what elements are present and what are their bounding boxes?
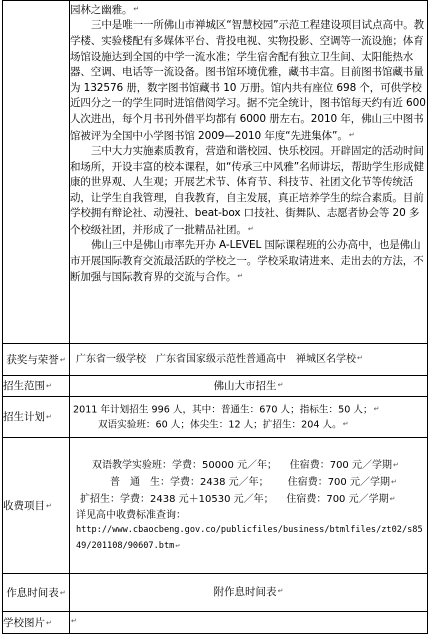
schedule-label: 作息时间表↵ [3, 574, 70, 612]
intro-paragraph: 三中大力实施素质教育，营造和谐校园、快乐校园。开辟固定的活动时间和场所，开设丰富的校本课程，如“传承三中风雅”名师讲坛，帮助学生形成健康的世界观、人生观；开展艺术节、体育节、科技节、社团文化节等传统活动，让学生自我管理，自我教育，自主发展，真正培养学生的综合素质。目前学校拥有辩论社、动漫社、beat-box 口技社、街舞队、志愿者协会等 20 多个校级社团，并形成了一批精品社团。↵ [70, 144, 424, 236]
intro-paragraph: 三中是唯一一所佛山市禅城区“智慧校园”示范工程建设项目试点高中。教学楼、实验楼配有多媒体平台、背投电视、实物投影、空调等一流设施；体育场馆设施达到全国的中学一流水准；学生宿舍配有独立卫生间、太阳能热水器、空调、电话等一流设备。图书馆环境优雅，藏书丰富。目前图书馆藏书量为 132576 册，数字图书馆藏书 10 万册。馆内共有座位 698 个，可供学校近四分之一的学生同时进馆借阅学习。据不完全统计，图书馆每天约有近 600 人次进出，每个月书刊外借平均都有 6000 册左右。2010 年，佛山三中图书馆被评为全国中小学图书馆 2009—2010 年度“先进集体”。↵ [70, 19, 426, 142]
range-row [3, 376, 428, 397]
fees-row [3, 438, 428, 574]
photos-value: ↵ [70, 612, 428, 634]
plan-row [3, 397, 428, 438]
schedule-row [3, 574, 428, 612]
intro-label-cell [3, 1, 70, 344]
fee-query-link[interactable]: http://www.cbaocbeng.gov.co/publicfiles/business/btmlfiles/zt02/s8549/201108/90607.btm↵ [76, 525, 423, 551]
plan-value [70, 397, 428, 438]
plan-line: 2011 年计划招生 996 人，其中：普通生：670 人；指标生：50 人；↵ [73, 404, 380, 415]
intro-paragraph: 园林之幽雅。↵ [70, 3, 140, 16]
fee-query-text: 详见高中收费标准查询： [76, 510, 186, 521]
awards-label: 获奖与荣誉↵ [3, 344, 70, 376]
intro-row [3, 1, 428, 344]
fee-expanded: 扩招生：学费：2438 元＋10530 元／年； 住宿费：700 元／学期↵ [80, 494, 396, 505]
range-value: 佛山大市招生↵ [70, 376, 428, 397]
fee-bilingual: 双语教学实验班：学费：50000 元／年； 住宿费：700 元／学期↵ [92, 460, 399, 471]
plan-label: 招生计划↵ [3, 397, 70, 438]
fee-regular: 普 通 生：学费：2438 元／年； 住宿费：700 元／学期↵ [110, 477, 397, 488]
intro-paragraph: 佛山三中是佛山市率先开办 A-LEVEL 国际课程班的公办高中，也是佛山市开展国际教育交流最活跃的学校之一。学校采取请进来、走出去的方法，不断加强与国际教育界的交流与合作。↵ [70, 239, 424, 284]
range-label: 招生范围↵ [3, 376, 70, 397]
fees-label: 收费项目↵ [3, 438, 70, 574]
document-page [2, 0, 428, 636]
fees-value [70, 438, 428, 574]
plan-line: 双语实验班：60 人；体尖生：12 人；扩招生：204 人。↵ [97, 419, 349, 431]
photos-row [3, 612, 428, 634]
schedule-value: 附作息时间表↵ [70, 574, 428, 612]
intro-cell [70, 1, 428, 344]
awards-row [3, 344, 428, 376]
photos-label: 学校图片↵ [3, 612, 70, 634]
school-info-table [2, 0, 428, 634]
awards-value: 广东省一级学校 广东省国家级示范性普通高中 禅城区名学校↵ [70, 344, 428, 376]
